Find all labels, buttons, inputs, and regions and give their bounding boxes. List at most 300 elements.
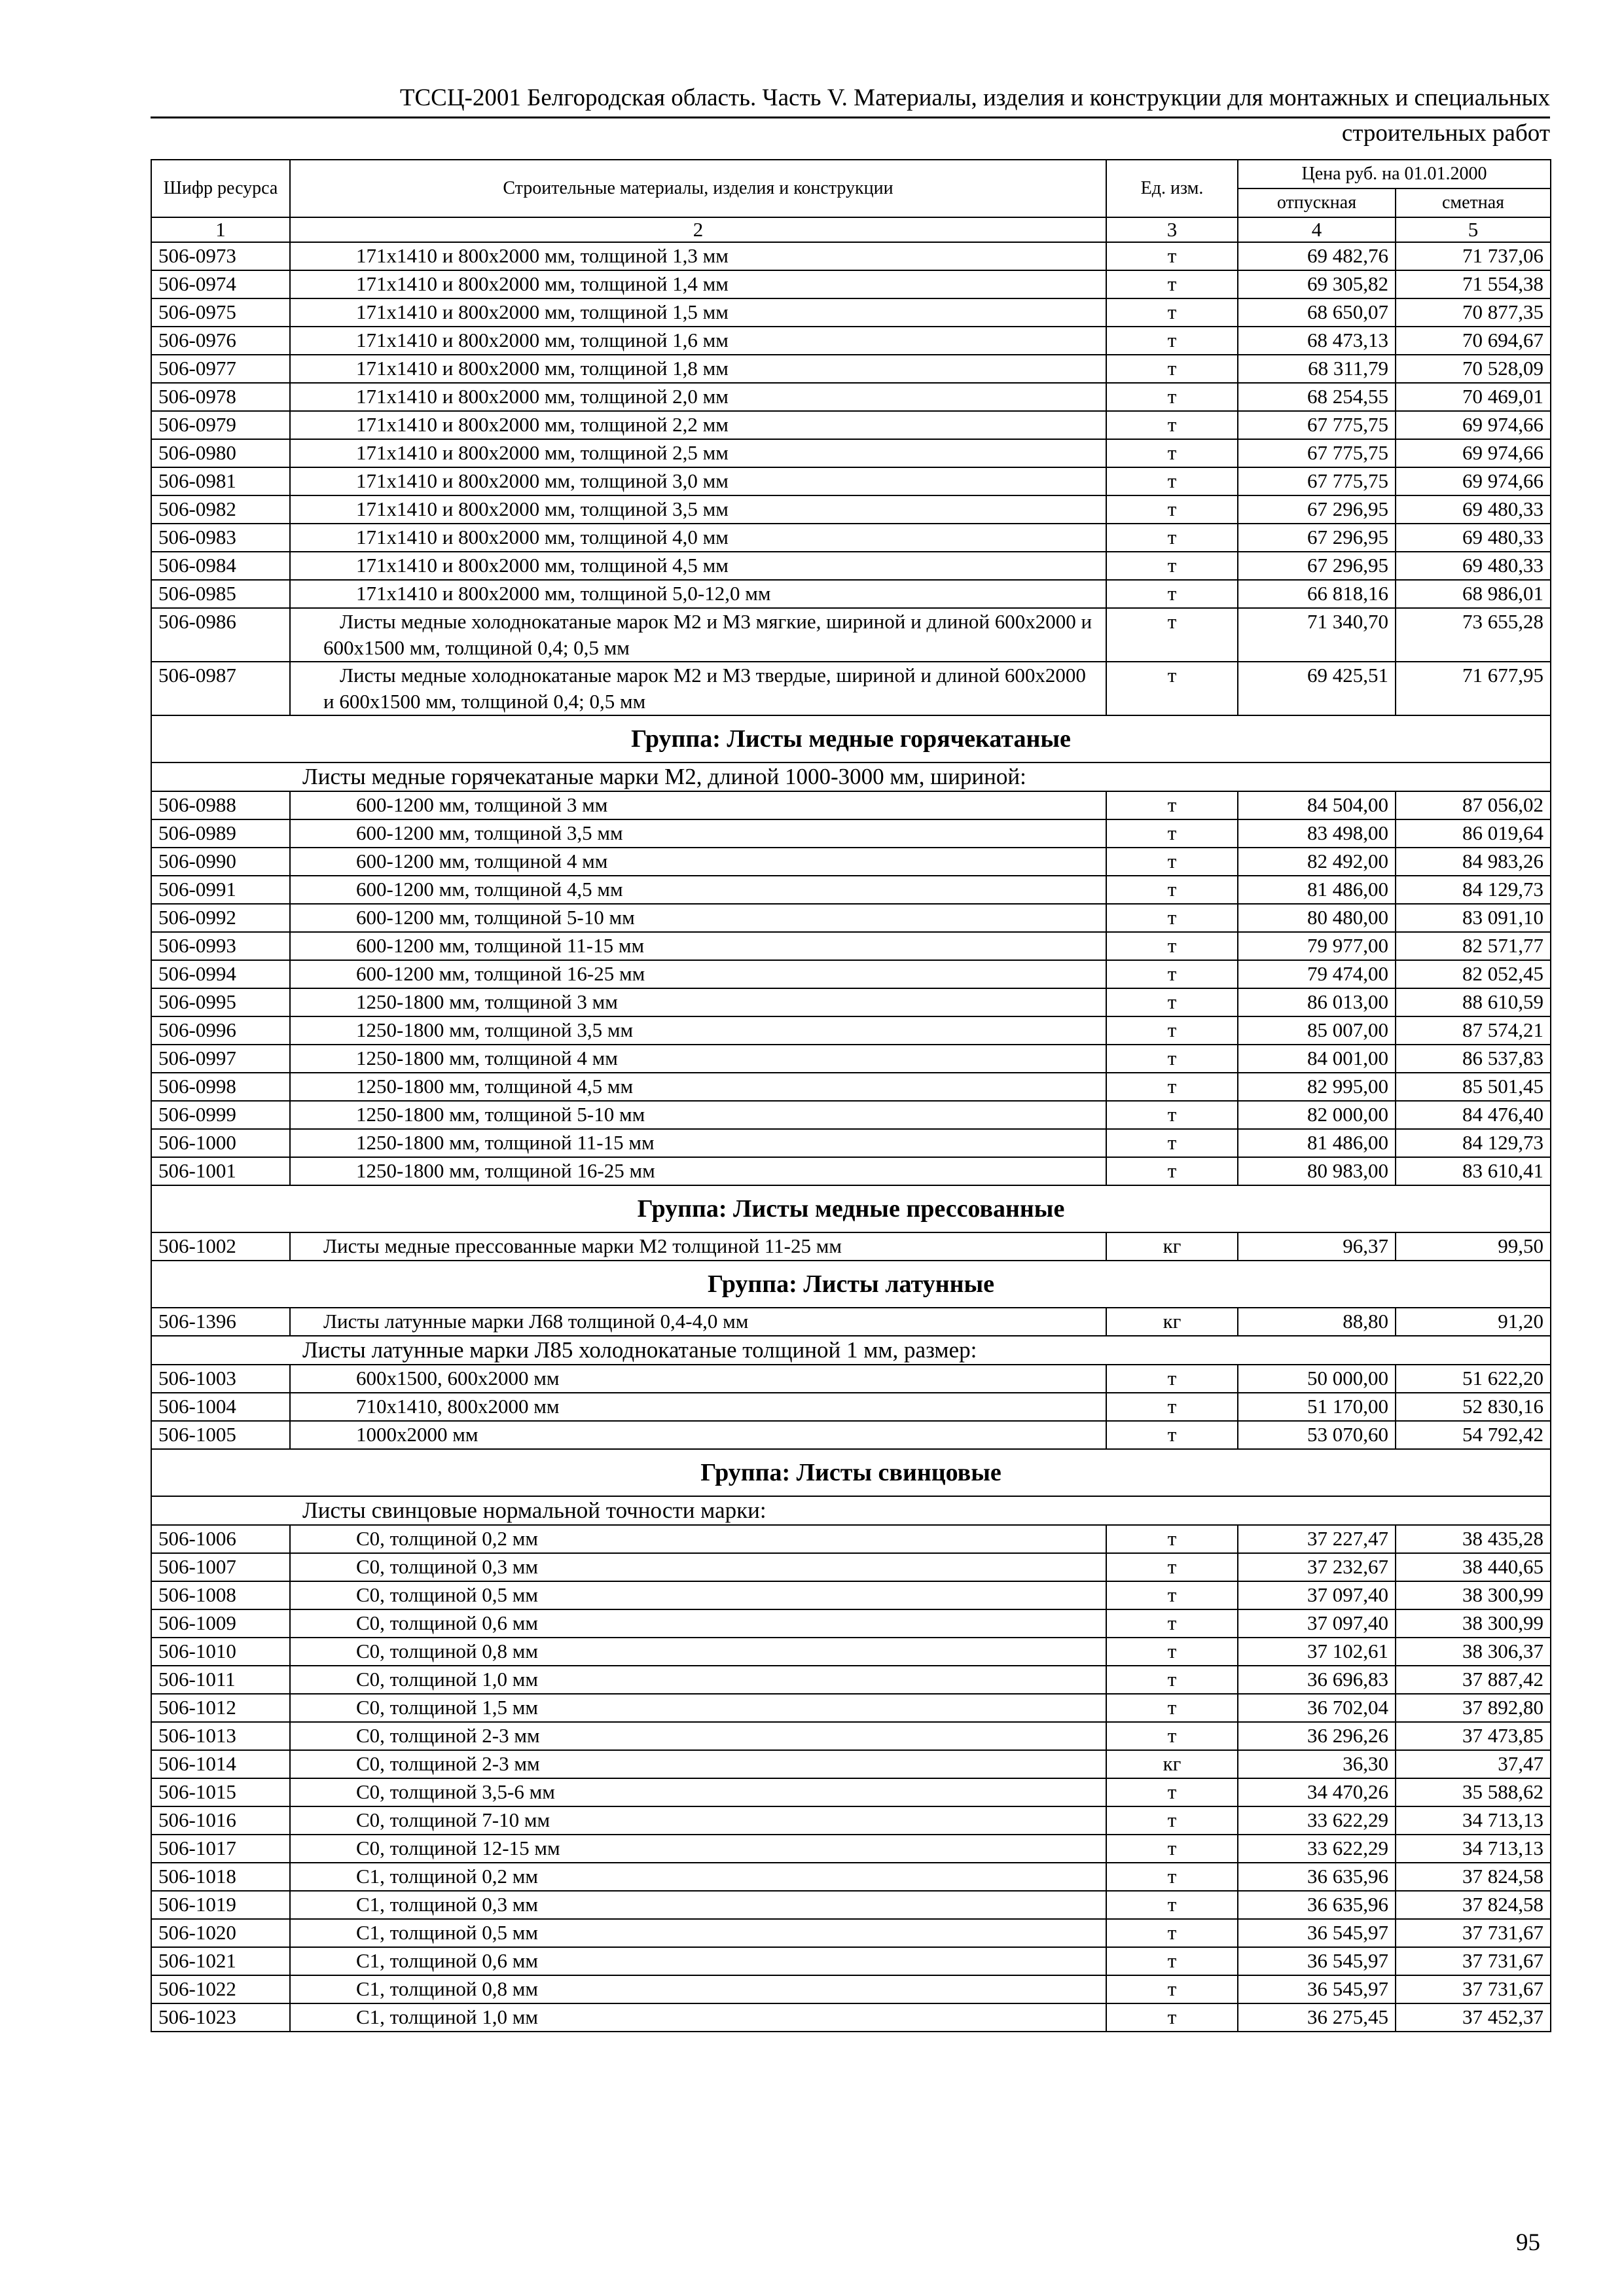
unit: т — [1106, 270, 1238, 298]
release-price: 79 977,00 — [1238, 932, 1396, 960]
table-row — [151, 1393, 1551, 1421]
material-description: Листы медные холоднокатаные марок М2 и М3 твердые, шириной и длиной 600x2000 и 600x1500 мм, толщиной 0,4; 0,5 мм — [290, 662, 1106, 715]
estimate-price: 69 974,66 — [1396, 467, 1551, 495]
resource-code: 506-1004 — [151, 1393, 290, 1421]
resource-code: 506-1011 — [151, 1666, 290, 1694]
table-row — [151, 242, 1551, 270]
resource-code: 506-0979 — [151, 411, 290, 439]
table-row — [151, 1863, 1551, 1891]
subheading-row — [151, 762, 1551, 791]
estimate-price: 85 501,45 — [1396, 1073, 1551, 1101]
resource-code: 506-1017 — [151, 1835, 290, 1863]
release-price: 81 486,00 — [1238, 876, 1396, 904]
column-header-release: отпускная — [1238, 188, 1396, 217]
release-price: 36 635,96 — [1238, 1891, 1396, 1919]
estimate-price: 69 480,33 — [1396, 495, 1551, 524]
estimate-price: 38 435,28 — [1396, 1525, 1551, 1553]
release-price: 36 696,83 — [1238, 1666, 1396, 1694]
material-description: 171x1410 и 800x2000 мм, толщиной 1,3 мм — [290, 242, 1106, 270]
unit: т — [1106, 355, 1238, 383]
group-heading: Группа: Листы медные прессованные — [151, 1185, 1551, 1232]
estimate-price: 84 129,73 — [1396, 1129, 1551, 1157]
estimate-price: 71 677,95 — [1396, 662, 1551, 715]
estimate-price: 70 694,67 — [1396, 327, 1551, 355]
estimate-price: 86 537,83 — [1396, 1045, 1551, 1073]
unit: т — [1106, 1073, 1238, 1101]
release-price: 83 498,00 — [1238, 819, 1396, 848]
resource-code: 506-0974 — [151, 270, 290, 298]
estimate-price: 37 892,80 — [1396, 1694, 1551, 1722]
material-description: С0, толщиной 0,5 мм — [290, 1581, 1106, 1609]
estimate-price: 35 588,62 — [1396, 1778, 1551, 1806]
estimate-price: 51 622,20 — [1396, 1365, 1551, 1393]
unit: т — [1106, 1393, 1238, 1421]
column-number-row — [151, 217, 1551, 242]
unit: т — [1106, 1975, 1238, 2003]
unit: т — [1106, 1365, 1238, 1393]
unit: т — [1106, 1609, 1238, 1638]
table-row — [151, 960, 1551, 988]
unit: т — [1106, 1806, 1238, 1835]
table-row — [151, 327, 1551, 355]
resource-code: 506-1016 — [151, 1806, 290, 1835]
table-row — [151, 608, 1551, 662]
release-price: 69 305,82 — [1238, 270, 1396, 298]
release-price: 37 102,61 — [1238, 1638, 1396, 1666]
material-description: С1, толщиной 0,2 мм — [290, 1863, 1106, 1891]
material-description: 600-1200 мм, толщиной 4,5 мм — [290, 876, 1106, 904]
table-row — [151, 1308, 1551, 1336]
estimate-price: 71 554,38 — [1396, 270, 1551, 298]
table-row — [151, 1421, 1551, 1449]
estimate-price: 69 974,66 — [1396, 439, 1551, 467]
estimate-price: 37 731,67 — [1396, 1919, 1551, 1947]
estimate-price: 37 731,67 — [1396, 1947, 1551, 1975]
unit: кг — [1106, 1750, 1238, 1778]
unit: т — [1106, 439, 1238, 467]
table-row — [151, 1045, 1551, 1073]
resource-code: 506-1018 — [151, 1863, 290, 1891]
release-price: 37 097,40 — [1238, 1581, 1396, 1609]
material-description: 171x1410 и 800x2000 мм, толщиной 1,6 мм — [290, 327, 1106, 355]
price-table — [151, 159, 1551, 2032]
unit: т — [1106, 1101, 1238, 1129]
resource-code: 506-1012 — [151, 1694, 290, 1722]
unit: т — [1106, 876, 1238, 904]
release-price: 36 702,04 — [1238, 1694, 1396, 1722]
resource-code: 506-0981 — [151, 467, 290, 495]
material-description: С0, толщиной 1,5 мм — [290, 1694, 1106, 1722]
unit: т — [1106, 848, 1238, 876]
estimate-price: 38 300,99 — [1396, 1581, 1551, 1609]
resource-code: 506-0992 — [151, 904, 290, 932]
column-header-name: Строительные материалы, изделия и конструкции — [290, 160, 1106, 217]
table-row — [151, 467, 1551, 495]
table-row — [151, 1129, 1551, 1157]
release-price: 51 170,00 — [1238, 1393, 1396, 1421]
resource-code: 506-0985 — [151, 580, 290, 608]
table-row — [151, 1609, 1551, 1638]
subheading: Листы латунные марки Л85 холоднокатаные толщиной 1 мм, размер: — [151, 1336, 1551, 1365]
resource-code: 506-0994 — [151, 960, 290, 988]
table-row — [151, 1806, 1551, 1835]
unit: т — [1106, 1722, 1238, 1750]
table-row — [151, 298, 1551, 327]
group-heading: Группа: Листы свинцовые — [151, 1449, 1551, 1496]
release-price: 96,37 — [1238, 1232, 1396, 1261]
release-price: 69 425,51 — [1238, 662, 1396, 715]
resource-code: 506-0983 — [151, 524, 290, 552]
resource-code: 506-0998 — [151, 1073, 290, 1101]
material-description: 171x1410 и 800x2000 мм, толщиной 5,0-12,0 мм — [290, 580, 1106, 608]
material-description: 600x1500, 600x2000 мм — [290, 1365, 1106, 1393]
material-description: 600-1200 мм, толщиной 16-25 мм — [290, 960, 1106, 988]
unit: т — [1106, 608, 1238, 662]
table-body — [151, 242, 1551, 2032]
table-row — [151, 1073, 1551, 1101]
resource-code: 506-0976 — [151, 327, 290, 355]
material-description: Листы медные прессованные марки М2 толщиной 11-25 мм — [290, 1232, 1106, 1261]
table-row — [151, 1919, 1551, 1947]
unit: т — [1106, 524, 1238, 552]
column-number: 1 — [151, 217, 290, 242]
material-description: 171x1410 и 800x2000 мм, толщиной 3,5 мм — [290, 495, 1106, 524]
group-heading-row — [151, 1449, 1551, 1496]
material-description: С1, толщиной 1,0 мм — [290, 2003, 1106, 2032]
release-price: 80 983,00 — [1238, 1157, 1396, 1185]
resource-code: 506-0993 — [151, 932, 290, 960]
estimate-price: 83 091,10 — [1396, 904, 1551, 932]
unit: т — [1106, 327, 1238, 355]
unit: т — [1106, 1666, 1238, 1694]
estimate-price: 71 737,06 — [1396, 242, 1551, 270]
resource-code: 506-0996 — [151, 1016, 290, 1045]
material-description: 1250-1800 мм, толщиной 5-10 мм — [290, 1101, 1106, 1129]
unit: т — [1106, 383, 1238, 411]
release-price: 36 275,45 — [1238, 2003, 1396, 2032]
table-row — [151, 2003, 1551, 2032]
estimate-price: 34 713,13 — [1396, 1835, 1551, 1863]
unit: т — [1106, 242, 1238, 270]
running-header-title: ТССЦ-2001 Белгородская область. Часть V. Материалы, изделия и конструкции для монтажных и специальных — [399, 84, 1550, 111]
table-row — [151, 1694, 1551, 1722]
material-description: 171x1410 и 800x2000 мм, толщиной 1,4 мм — [290, 270, 1106, 298]
release-price: 36 545,97 — [1238, 1919, 1396, 1947]
table-header-row — [151, 160, 1551, 188]
material-description: 1250-1800 мм, толщиной 16-25 мм — [290, 1157, 1106, 1185]
material-description: С0, толщиной 0,3 мм — [290, 1553, 1106, 1581]
release-price: 82 000,00 — [1238, 1101, 1396, 1129]
unit: т — [1106, 1891, 1238, 1919]
release-price: 68 254,55 — [1238, 383, 1396, 411]
material-description: С1, толщиной 0,5 мм — [290, 1919, 1106, 1947]
material-description: С0, толщиной 3,5-6 мм — [290, 1778, 1106, 1806]
table-row — [151, 1581, 1551, 1609]
table-row — [151, 439, 1551, 467]
table-row — [151, 524, 1551, 552]
material-description: С1, толщиной 0,8 мм — [290, 1975, 1106, 2003]
unit: т — [1106, 1045, 1238, 1073]
resource-code: 506-1003 — [151, 1365, 290, 1393]
estimate-price: 82 052,45 — [1396, 960, 1551, 988]
release-price: 50 000,00 — [1238, 1365, 1396, 1393]
resource-code: 506-1005 — [151, 1421, 290, 1449]
resource-code: 506-0978 — [151, 383, 290, 411]
group-heading-row — [151, 1185, 1551, 1232]
material-description: С1, толщиной 0,3 мм — [290, 1891, 1106, 1919]
table-row — [151, 848, 1551, 876]
resource-code: 506-1023 — [151, 2003, 290, 2032]
release-price: 34 470,26 — [1238, 1778, 1396, 1806]
release-price: 33 622,29 — [1238, 1835, 1396, 1863]
table-row — [151, 580, 1551, 608]
unit: т — [1106, 988, 1238, 1016]
table-row — [151, 1157, 1551, 1185]
resource-code: 506-0987 — [151, 662, 290, 715]
estimate-price: 54 792,42 — [1396, 1421, 1551, 1449]
release-price: 36,30 — [1238, 1750, 1396, 1778]
column-number: 5 — [1396, 217, 1551, 242]
table-row — [151, 383, 1551, 411]
material-description: 171x1410 и 800x2000 мм, толщиной 2,0 мм — [290, 383, 1106, 411]
column-number: 4 — [1238, 217, 1396, 242]
unit: т — [1106, 791, 1238, 819]
release-price: 86 013,00 — [1238, 988, 1396, 1016]
material-description: 171x1410 и 800x2000 мм, толщиной 1,5 мм — [290, 298, 1106, 327]
resource-code: 506-1009 — [151, 1609, 290, 1638]
estimate-price: 37,47 — [1396, 1750, 1551, 1778]
unit: т — [1106, 467, 1238, 495]
table-row — [151, 791, 1551, 819]
estimate-price: 70 528,09 — [1396, 355, 1551, 383]
resource-code: 506-0995 — [151, 988, 290, 1016]
subheading-row — [151, 1336, 1551, 1365]
header-divider — [151, 117, 1550, 118]
table-row — [151, 1666, 1551, 1694]
estimate-price: 83 610,41 — [1396, 1157, 1551, 1185]
material-description: Листы латунные марки Л68 толщиной 0,4-4,0 мм — [290, 1308, 1106, 1336]
resource-code: 506-1020 — [151, 1919, 290, 1947]
material-description: 600-1200 мм, толщиной 11-15 мм — [290, 932, 1106, 960]
estimate-price: 37 452,37 — [1396, 2003, 1551, 2032]
release-price: 37 232,67 — [1238, 1553, 1396, 1581]
group-heading: Группа: Листы латунные — [151, 1261, 1551, 1308]
material-description: 710x1410, 800x2000 мм — [290, 1393, 1106, 1421]
table-row — [151, 904, 1551, 932]
resource-code: 506-1013 — [151, 1722, 290, 1750]
estimate-price: 52 830,16 — [1396, 1393, 1551, 1421]
release-price: 66 818,16 — [1238, 580, 1396, 608]
release-price: 37 227,47 — [1238, 1525, 1396, 1553]
table-row — [151, 1975, 1551, 2003]
release-price: 85 007,00 — [1238, 1016, 1396, 1045]
release-price: 80 480,00 — [1238, 904, 1396, 932]
estimate-price: 73 655,28 — [1396, 608, 1551, 662]
material-description: 1250-1800 мм, толщиной 4 мм — [290, 1045, 1106, 1073]
unit: т — [1106, 1157, 1238, 1185]
resource-code: 506-1007 — [151, 1553, 290, 1581]
table-row — [151, 1722, 1551, 1750]
unit: т — [1106, 1553, 1238, 1581]
unit: т — [1106, 1525, 1238, 1553]
resource-code: 506-1008 — [151, 1581, 290, 1609]
resource-code: 506-0989 — [151, 819, 290, 848]
estimate-price: 37 473,85 — [1396, 1722, 1551, 1750]
unit: т — [1106, 819, 1238, 848]
column-header-estimate: сметная — [1396, 188, 1551, 217]
subheading: Листы свинцовые нормальной точности марки: — [151, 1496, 1551, 1525]
resource-code: 506-0975 — [151, 298, 290, 327]
unit: т — [1106, 1421, 1238, 1449]
material-description: 1250-1800 мм, толщиной 11-15 мм — [290, 1129, 1106, 1157]
estimate-price: 70 469,01 — [1396, 383, 1551, 411]
material-description: 1250-1800 мм, толщиной 3 мм — [290, 988, 1106, 1016]
release-price: 79 474,00 — [1238, 960, 1396, 988]
resource-code: 506-0980 — [151, 439, 290, 467]
estimate-price: 87 056,02 — [1396, 791, 1551, 819]
unit: т — [1106, 932, 1238, 960]
table-row — [151, 876, 1551, 904]
unit: кг — [1106, 1308, 1238, 1336]
estimate-price: 84 476,40 — [1396, 1101, 1551, 1129]
column-number: 2 — [290, 217, 1106, 242]
release-price: 71 340,70 — [1238, 608, 1396, 662]
unit: т — [1106, 1016, 1238, 1045]
resource-code: 506-1002 — [151, 1232, 290, 1261]
estimate-price: 86 019,64 — [1396, 819, 1551, 848]
estimate-price: 38 440,65 — [1396, 1553, 1551, 1581]
release-price: 67 296,95 — [1238, 524, 1396, 552]
resource-code: 506-0990 — [151, 848, 290, 876]
resource-code: 506-0997 — [151, 1045, 290, 1073]
release-price: 67 775,75 — [1238, 467, 1396, 495]
material-description: Листы медные холоднокатаные марок М2 и М3 мягкие, шириной и длиной 600x2000 и 600x1500 мм, толщиной 0,4; 0,5 мм — [290, 608, 1106, 662]
table-row — [151, 1553, 1551, 1581]
unit: т — [1106, 662, 1238, 715]
material-description: 600-1200 мм, толщиной 3,5 мм — [290, 819, 1106, 848]
estimate-price: 84 129,73 — [1396, 876, 1551, 904]
estimate-price: 34 713,13 — [1396, 1806, 1551, 1835]
material-description: 1250-1800 мм, толщиной 3,5 мм — [290, 1016, 1106, 1045]
release-price: 68 473,13 — [1238, 327, 1396, 355]
unit: т — [1106, 411, 1238, 439]
resource-code: 506-0988 — [151, 791, 290, 819]
table-row — [151, 1835, 1551, 1863]
table-row — [151, 1365, 1551, 1393]
release-price: 84 001,00 — [1238, 1045, 1396, 1073]
unit: т — [1106, 298, 1238, 327]
release-price: 37 097,40 — [1238, 1609, 1396, 1638]
release-price: 68 311,79 — [1238, 355, 1396, 383]
material-description: С0, толщиной 2-3 мм — [290, 1750, 1106, 1778]
release-price: 69 482,76 — [1238, 242, 1396, 270]
unit: т — [1106, 495, 1238, 524]
material-description: 1250-1800 мм, толщиной 4,5 мм — [290, 1073, 1106, 1101]
resource-code: 506-1006 — [151, 1525, 290, 1553]
table-row — [151, 270, 1551, 298]
material-description: С0, толщиной 2-3 мм — [290, 1722, 1106, 1750]
material-description: 600-1200 мм, толщиной 4 мм — [290, 848, 1106, 876]
release-price: 67 775,75 — [1238, 439, 1396, 467]
release-price: 67 296,95 — [1238, 495, 1396, 524]
estimate-price: 69 974,66 — [1396, 411, 1551, 439]
material-description: С0, толщиной 12-15 мм — [290, 1835, 1106, 1863]
table-row — [151, 411, 1551, 439]
release-price: 88,80 — [1238, 1308, 1396, 1336]
unit: т — [1106, 1947, 1238, 1975]
material-description: С0, толщиной 0,2 мм — [290, 1525, 1106, 1553]
resource-code: 506-0991 — [151, 876, 290, 904]
release-price: 67 775,75 — [1238, 411, 1396, 439]
release-price: 36 296,26 — [1238, 1722, 1396, 1750]
estimate-price: 38 300,99 — [1396, 1609, 1551, 1638]
unit: кг — [1106, 1232, 1238, 1261]
estimate-price: 69 480,33 — [1396, 524, 1551, 552]
unit: т — [1106, 552, 1238, 580]
estimate-price: 70 877,35 — [1396, 298, 1551, 327]
unit: т — [1106, 1581, 1238, 1609]
running-header-subtitle: строительных работ — [1341, 120, 1550, 147]
estimate-price: 38 306,37 — [1396, 1638, 1551, 1666]
material-description: 1000x2000 мм — [290, 1421, 1106, 1449]
resource-code: 506-0984 — [151, 552, 290, 580]
material-description: 171x1410 и 800x2000 мм, толщиной 3,0 мм — [290, 467, 1106, 495]
estimate-price: 69 480,33 — [1396, 552, 1551, 580]
release-price: 82 995,00 — [1238, 1073, 1396, 1101]
resource-code: 506-1021 — [151, 1947, 290, 1975]
group-heading: Группа: Листы медные горячекатаные — [151, 715, 1551, 762]
subheading-row — [151, 1496, 1551, 1525]
unit: т — [1106, 1863, 1238, 1891]
group-heading-row — [151, 1261, 1551, 1308]
unit: т — [1106, 1778, 1238, 1806]
resource-code: 506-1022 — [151, 1975, 290, 2003]
release-price: 36 545,97 — [1238, 1975, 1396, 2003]
page-number: 95 — [1516, 2229, 1540, 2256]
release-price: 84 504,00 — [1238, 791, 1396, 819]
material-description: С0, толщиной 0,6 мм — [290, 1609, 1106, 1638]
table-row — [151, 1638, 1551, 1666]
material-description: С0, толщиной 1,0 мм — [290, 1666, 1106, 1694]
release-price: 33 622,29 — [1238, 1806, 1396, 1835]
resource-code: 506-0986 — [151, 608, 290, 662]
table-row — [151, 1016, 1551, 1045]
unit: т — [1106, 960, 1238, 988]
table-row — [151, 662, 1551, 715]
resource-code: 506-1015 — [151, 1778, 290, 1806]
resource-code: 506-1019 — [151, 1891, 290, 1919]
estimate-price: 37 824,58 — [1396, 1891, 1551, 1919]
material-description: 171x1410 и 800x2000 мм, толщиной 4,5 мм — [290, 552, 1106, 580]
estimate-price: 91,20 — [1396, 1308, 1551, 1336]
estimate-price: 68 986,01 — [1396, 580, 1551, 608]
material-description: С0, толщиной 7-10 мм — [290, 1806, 1106, 1835]
release-price: 68 650,07 — [1238, 298, 1396, 327]
resource-code: 506-1014 — [151, 1750, 290, 1778]
resource-code: 506-0973 — [151, 242, 290, 270]
material-description: 600-1200 мм, толщиной 5-10 мм — [290, 904, 1106, 932]
table-row — [151, 1778, 1551, 1806]
resource-code: 506-1000 — [151, 1129, 290, 1157]
column-header-code: Шифр ресурса — [151, 160, 290, 217]
subheading: Листы медные горячекатаные марки М2, длиной 1000-3000 мм, шириной: — [151, 762, 1551, 791]
release-price: 36 545,97 — [1238, 1947, 1396, 1975]
table-row — [151, 1232, 1551, 1261]
material-description: С1, толщиной 0,6 мм — [290, 1947, 1106, 1975]
estimate-price: 88 610,59 — [1396, 988, 1551, 1016]
column-header-price: Цена руб. на 01.01.2000 — [1238, 160, 1551, 188]
unit: т — [1106, 2003, 1238, 2032]
